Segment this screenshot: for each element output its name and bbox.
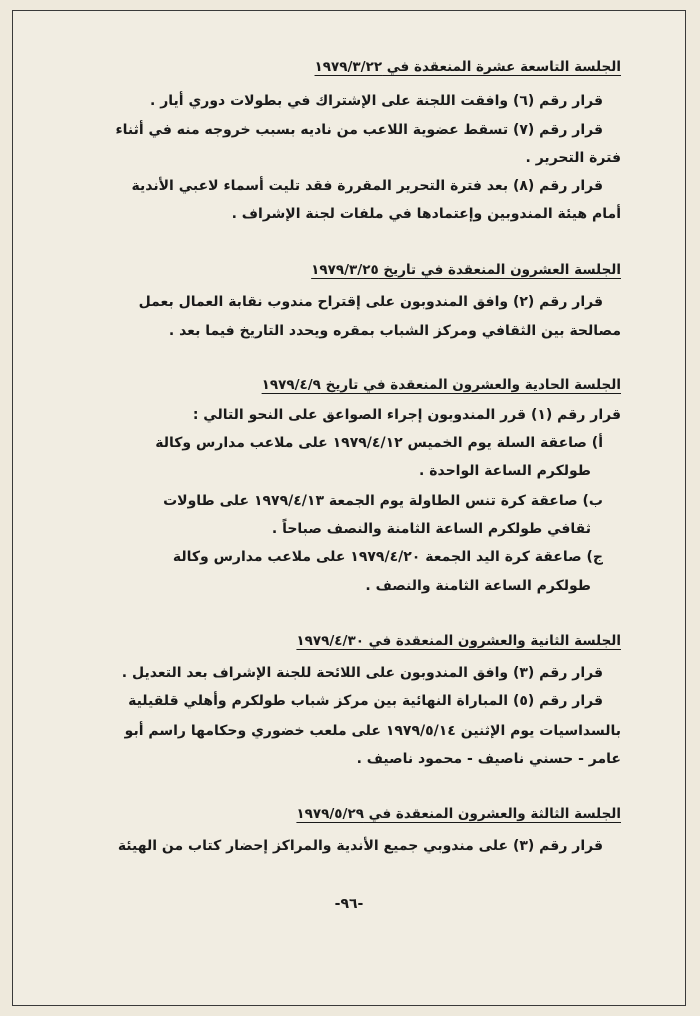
text-line: عامر - حسني ناصيف - محمود ناصيف . bbox=[356, 751, 621, 767]
text-line: قرار رقم (٥) المباراة النهائية بين مركز شباب طولكرم وأهلي قلقيلية bbox=[128, 693, 603, 709]
text-line: مصالحة بين الثقافي ومركز الشباب بمقره ويحدد التاريخ فيما بعد . bbox=[168, 323, 621, 339]
text-line: قرار رقم (٣) على مندوبي جميع الأندية والمراكز إحضار كتاب من الهيئة bbox=[117, 838, 603, 854]
text-line: فترة التحرير . bbox=[525, 150, 621, 166]
page-number: -٩٦- bbox=[334, 896, 364, 912]
text-line: طولكرم الساعة الثامنة والنصف . bbox=[365, 578, 591, 594]
section-title: الجلسة الثالثة والعشرون المنعقدة في ١٩٧٩/٥/٢٩ bbox=[296, 806, 621, 822]
text-line: قرار رقم (٣) وافق المندوبون على اللائحة للجنة الإشراف بعد التعديل . bbox=[121, 665, 603, 681]
text-line: طولكرم الساعة الواحدة . bbox=[419, 463, 591, 479]
text-line: قرار رقم (١) قرر المندوبون إجراء الصواعق على النحو التالي : bbox=[192, 407, 621, 423]
section-title: الجلسة العشرون المنعقدة في تاريخ ١٩٧٩/٣/٢٥ bbox=[311, 262, 621, 278]
section-title: الجلسة الثانية والعشرون المنعقدة في ١٩٧٩/٤/٣٠ bbox=[296, 633, 621, 649]
document-page bbox=[12, 10, 686, 1006]
text-line: ب) صاعقة كرة تنس الطاولة يوم الجمعة ١٩٧٩/٤/١٣ على طاولات bbox=[163, 493, 603, 509]
section-title: الجلسة الحادية والعشرون المنعقدة في تاريخ ١٩٧٩/٤/٩ bbox=[261, 377, 621, 393]
section-title: الجلسة التاسعة عشرة المنعقدة في ١٩٧٩/٣/٢٢ bbox=[314, 59, 621, 75]
text-line: بالسداسيات يوم الإثنين ١٩٧٩/٥/١٤ على ملعب خضوري وحكامها راسم أبو bbox=[124, 723, 621, 739]
text-line: قرار رقم (٢) وافق المندوبون على إقتراح مندوب نقابة العمال بعمل bbox=[138, 294, 603, 310]
text-line: ج) صاعقة كرة اليد الجمعة ١٩٧٩/٤/٢٠ على ملاعب مدارس وكالة bbox=[172, 549, 603, 565]
text-line: ثقافي طولكرم الساعة الثامنة والنصف صباحاً . bbox=[271, 521, 591, 537]
text-line: قرار رقم (٨) بعد فترة التحرير المقررة فقد تليت أسماء لاعبي الأندية bbox=[131, 178, 603, 194]
text-line: قرار رقم (٦) وافقت اللجنة على الإشتراك في بطولات دوري أيار . bbox=[150, 93, 603, 109]
text-line: قرار رقم (٧) تسقط عضوية اللاعب من ناديه بسبب خروجه منه في أثناء bbox=[115, 122, 603, 138]
text-line: أ) صاعقة السلة يوم الخميس ١٩٧٩/٤/١٢ على ملاعب مدارس وكالة bbox=[155, 435, 603, 451]
text-line: أمام هيئة المندوبين وإعتمادها في ملفات لجنة الإشراف . bbox=[231, 206, 621, 222]
